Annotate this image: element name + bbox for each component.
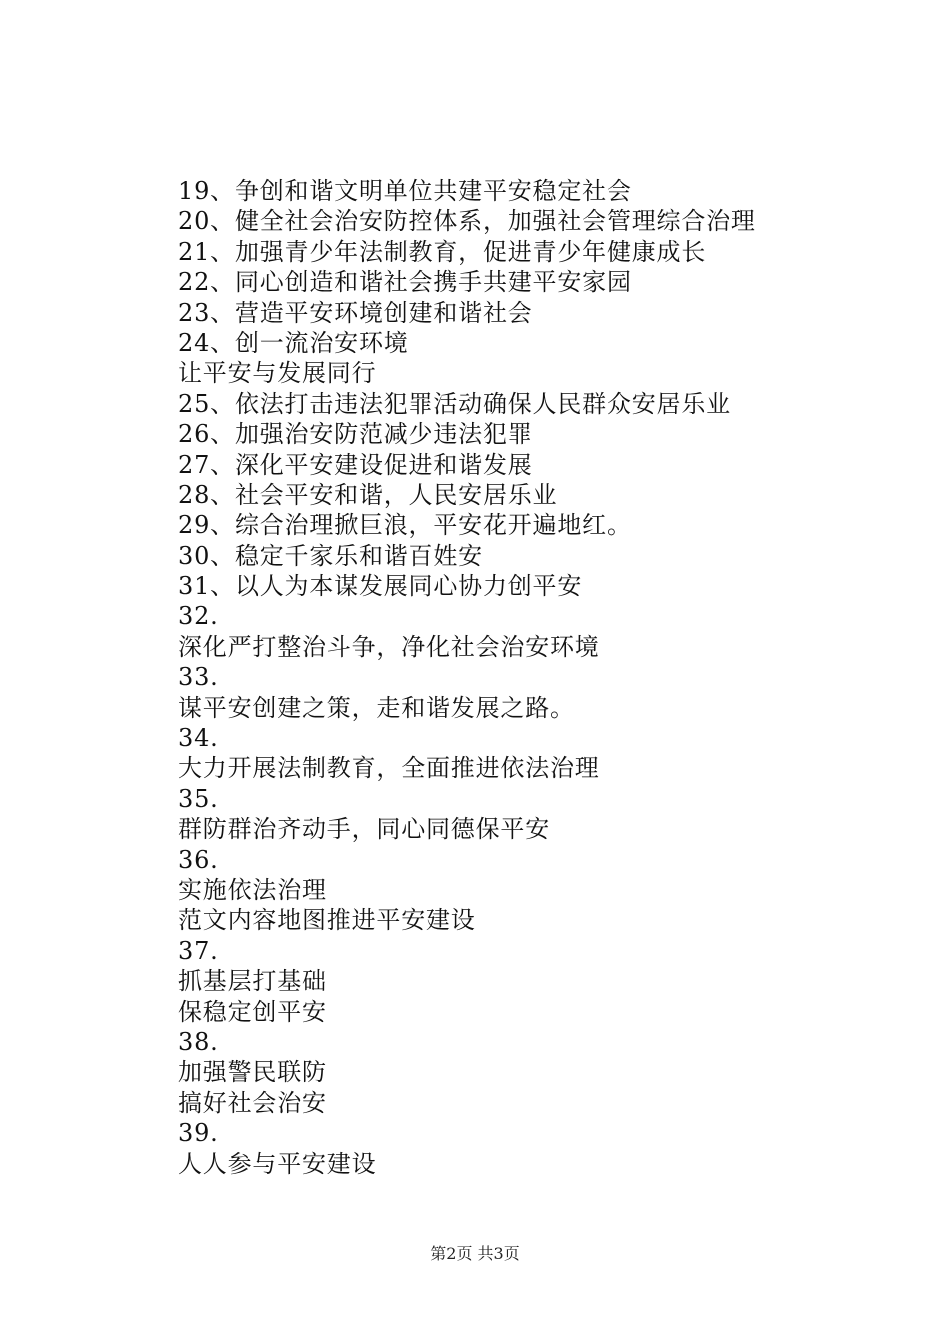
text-line: 25、依法打击违法犯罪活动确保人民群众安居乐业 <box>178 389 731 418</box>
text-line: 32. <box>178 602 219 631</box>
text-line: 31、以人为本谋发展同心协力创平安 <box>178 572 583 601</box>
page-footer: 第2页 共3页 <box>430 1244 520 1263</box>
text-line: 大力开展法制教育，全面推进依法治理 <box>178 754 600 783</box>
text-line: 36. <box>178 845 219 874</box>
text-line: 抓基层打基础 <box>178 967 327 996</box>
text-line: 让平安与发展同行 <box>178 359 377 388</box>
text-line: 范文内容地图推进平安建设 <box>178 906 476 935</box>
text-line: 实施依法治理 <box>178 875 327 904</box>
document-body <box>178 176 898 1179</box>
text-line: 谋平安创建之策，走和谐发展之路。 <box>178 693 575 722</box>
text-line: 30、稳定千家乐和谐百姓安 <box>178 541 483 570</box>
text-line: 加强警民联防 <box>178 1058 327 1087</box>
text-line: 搞好社会治安 <box>178 1088 327 1117</box>
text-line: 19、争创和谐文明单位共建平安稳定社会 <box>178 177 632 205</box>
text-line: 39. <box>178 1119 219 1148</box>
text-line: 29、综合治理掀巨浪，平安花开遍地红。 <box>178 511 632 540</box>
text-line: 34. <box>178 724 219 753</box>
text-line: 22、同心创造和谐社会携手共建平安家园 <box>178 268 632 297</box>
text-line: 24、创一流治安环境 <box>178 328 409 357</box>
text-line: 26、加强治安防范减少违法犯罪 <box>178 420 533 449</box>
text-line: 35. <box>178 784 219 813</box>
text-line: 33. <box>178 663 219 692</box>
text-line: 23、营造平安环境创建和谐社会 <box>178 298 533 327</box>
text-line: 群防群治齐动手，同心同德保平安 <box>178 815 550 844</box>
text-line: 深化严打整治斗争，净化社会治安环境 <box>178 632 600 661</box>
text-line: 28、社会平安和谐，人民安居乐业 <box>178 480 558 509</box>
text-line: 21、加强青少年法制教育，促进青少年健康成长 <box>178 237 707 266</box>
text-line: 保稳定创平安 <box>178 997 327 1026</box>
text-line: 人人参与平安建设 <box>178 1149 377 1178</box>
text-line: 37. <box>178 936 219 965</box>
text-line: 27、深化平安建设促进和谐发展 <box>178 450 533 479</box>
text-line: 20、健全社会治安防控体系，加强社会管理综合治理 <box>178 207 756 236</box>
text-line: 38. <box>178 1027 219 1056</box>
